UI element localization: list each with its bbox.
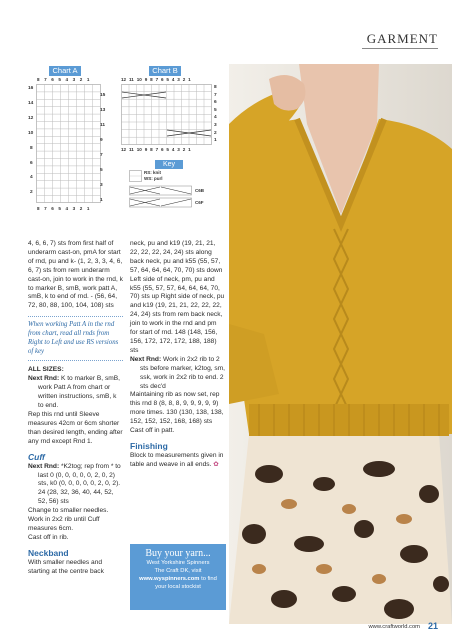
repeat-instruction: Rep this rnd until Sleeve measures 42cm or 6cm shorter than desired length, ending after any rnd except Rnd 1. — [28, 410, 123, 445]
work-rib: Work in 2x2 rib until Cuff measures 6cm. — [28, 516, 100, 532]
chart-a-cols-top: 8 7 6 5 4 3 2 1 — [37, 77, 90, 82]
finishing-text: Block to measurements given in table and weave in all ends. ✿ — [130, 451, 224, 468]
chart-b-title: Chart B — [149, 66, 181, 76]
cuff-heading: Cuff — [28, 451, 45, 462]
next-rnd-instruction: Next Rnd: K to marker B, smB, work Patt A from chart or written instructions, smB, k to end. — [28, 375, 120, 410]
key-swatches — [129, 170, 219, 210]
section-label: GARMENT — [366, 31, 438, 46]
key-item-knit: RS: knit — [144, 170, 162, 175]
chart-b-cols-top: 12 11 10 9 8 7 6 5 4 3 2 1 — [121, 77, 191, 82]
next-rnd-neck: Next Rnd: Work in 2x2 rib to 2 sts before marker, k2tog, sm, ssk, work in 2x2 rib to end. 2 sts dec'd — [130, 355, 226, 390]
key-title: Key — [155, 160, 183, 169]
maintain-rib: Maintaining rib as now set, rep this rnd 8 (8, 8, 8, 9, 9, 9, 9, 9) more times. 130 (130, 138, 138, 152, 152, 152, 168, 168) sts — [130, 391, 224, 426]
chart-b-grid — [121, 84, 213, 146]
buy-line-4: your local stockist — [155, 584, 201, 590]
finishing-heading: Finishing — [130, 440, 168, 451]
buy-title: Buy your yarn... — [145, 548, 211, 559]
pattern-note: When working Patt A in the rnd from chart, read all rnds from Right to Left and use RS versions of key — [28, 316, 123, 361]
section-rule — [362, 48, 438, 49]
change-needles: Change to smaller needles. — [28, 507, 109, 515]
model-photo — [229, 64, 452, 624]
buy-link[interactable]: www.wyspinners.com — [139, 576, 200, 582]
buy-line-1: West Yorkshire Spinners — [146, 560, 210, 566]
key-item-c6f: C6F — [195, 200, 204, 205]
chart-a-title: Chart A — [49, 66, 81, 76]
key-item-c6b: C6B — [195, 188, 205, 193]
chart-a-grid — [36, 84, 102, 204]
buy-line-2: The Craft DK, visit — [154, 568, 202, 574]
page-number: 21 — [427, 621, 438, 631]
text-column-1 — [28, 240, 123, 577]
key-item-purl: WS: purl — [144, 176, 163, 181]
chart-a-cols-bottom: 8 7 6 5 4 3 2 1 — [37, 206, 90, 211]
neckband-intro: With smaller needles and starting at the centre back — [28, 558, 104, 575]
cast-off-rib: Cast off in rib. — [28, 533, 69, 541]
neckband-heading: Neckband — [28, 547, 69, 558]
col1-intro: 4, 6, 6, 7) sts from first half of underarm cast-on, pmA for start of rnd, pu and k- (1, 2, 3, 3, 4, 6, 6, 7) sts from rem underarm cast-on, join to work in the rnd, k to marker B, smB, work patt A, smB, k to end of rnd. - (56, 64, 72, 80, 88, 100, 104, 108) sts — [28, 240, 123, 310]
text-column-2 — [130, 240, 226, 470]
cast-off-patt: Cast off in patt. — [130, 427, 175, 435]
footer-url[interactable]: www.craftworld.com — [368, 624, 420, 630]
buy-yarn-box: Buy your yarn... West Yorkshire Spinners The Craft DK, visit www.wyspinners.com to find your local stockist — [130, 544, 226, 610]
chart-b-cols-bottom: 12 11 10 9 8 7 6 5 4 3 2 1 — [121, 147, 191, 152]
all-sizes-label: ALL SIZES: — [28, 366, 64, 374]
col2-intro: neck, pu and k19 (19, 21, 21, 22, 22, 22, 24, 24) sts along back neck, pu and k55 (55, 57, 57, 64, 64, 64, 70, 70) sts down Left side of neck, pm, pu and k55 (55, 57, 57, 64, 64, 64, 70, 70) sts up Right side of neck, pu and k19 (19, 21, 21, 22, 22, 22, 24, 24) sts from rem back neck, join to work in the rnd and pm for start of rnd. 148 (148, 156, 156, 172, 172, 172, 188, 188) sts — [130, 240, 225, 354]
cuff-instruction: Next Rnd: *K2tog; rep from * to last 0 (0, 0, 0, 0, 0, 2, 0, 2) sts, k0 (0, 0, 0, 0, 0, 2, 0, 2). 24 (28, 32, 36, 40, 44, 52, 52, 56) sts — [28, 462, 121, 506]
